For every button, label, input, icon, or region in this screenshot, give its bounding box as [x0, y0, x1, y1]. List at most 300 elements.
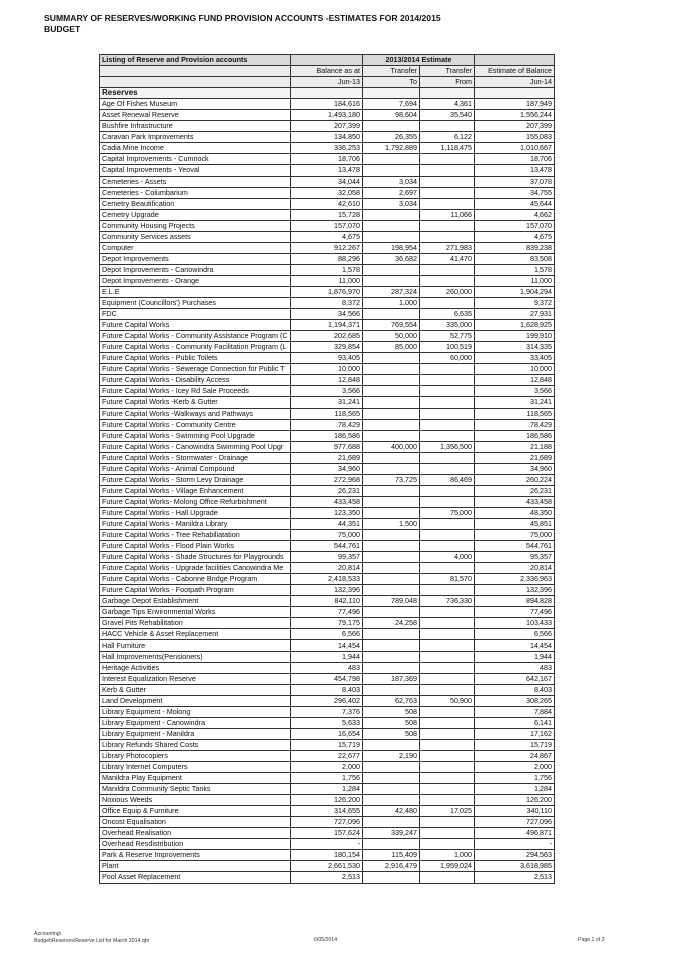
- estimate-cell: 207,399: [475, 121, 555, 132]
- transfer-to-cell: [363, 165, 420, 176]
- table-row: [100, 640, 555, 651]
- estimate-cell: 37,078: [475, 176, 555, 187]
- transfer-to-cell: [363, 463, 420, 474]
- transfer-to-cell: [363, 309, 420, 320]
- balance-cell: 314,655: [291, 806, 363, 817]
- balance-cell: 977,688: [291, 441, 363, 452]
- balance-cell: 11,000: [291, 275, 363, 286]
- header-row-1: [100, 55, 555, 66]
- balance-cell: 727,096: [291, 817, 363, 828]
- table-row: [100, 386, 555, 397]
- estimate-cell: 2,336,963: [475, 574, 555, 585]
- table-row: [100, 397, 555, 408]
- transfer-to-cell: [363, 762, 420, 773]
- transfer-to-cell: [363, 264, 420, 275]
- account-name: Future Capital Works - Footpath Program: [100, 585, 291, 596]
- transfer-to-cell: [363, 817, 420, 828]
- account-name: Oncost Equalisation: [100, 817, 291, 828]
- estimate-col-sub: Jun-14: [475, 77, 555, 88]
- table-row: [100, 408, 555, 419]
- transfer-to-cell: [363, 231, 420, 242]
- table-row: [100, 441, 555, 452]
- account-name: Park & Reserve Improvements: [100, 850, 291, 861]
- account-name: Library Equipment - Molong: [100, 706, 291, 717]
- table-row: [100, 286, 555, 297]
- transfer-from-cell: 11,066: [420, 209, 475, 220]
- balance-cell: 207,399: [291, 121, 363, 132]
- account-name: Future Capital Works - Upgrade facilities Canowindra Me: [100, 563, 291, 574]
- header-row-2: [100, 66, 555, 77]
- transfer-to-cell: [363, 154, 420, 165]
- footer-path: [34, 931, 149, 944]
- estimate-cell: 10,000: [475, 364, 555, 375]
- transfer-to-cell: 789,048: [363, 596, 420, 607]
- transfer-from-cell: 60,000: [420, 353, 475, 364]
- balance-cell: 118,565: [291, 408, 363, 419]
- transfer-from-cell: 35,540: [420, 110, 475, 121]
- transfer-to-cell: [363, 784, 420, 795]
- balance-cell: 18,706: [291, 154, 363, 165]
- transfer-from-cell: [420, 651, 475, 662]
- transfer-to-cell: 2,190: [363, 750, 420, 761]
- balance-cell: 12,848: [291, 375, 363, 386]
- account-name: Office Equip & Furniture: [100, 806, 291, 817]
- account-name: Future Capital Works - Manildra Library: [100, 518, 291, 529]
- account-name: HACC Vehicle & Asset Replacement: [100, 629, 291, 640]
- transfer-to-cell: [363, 209, 420, 220]
- account-name: Pool Asset Replacement: [100, 872, 291, 883]
- transfer-from-cell: [420, 430, 475, 441]
- estimate-cell: 340,110: [475, 806, 555, 817]
- estimate-cell: 483: [475, 662, 555, 673]
- account-name: Asset Renewal Reserve: [100, 110, 291, 121]
- balance-cell: 1,284: [291, 784, 363, 795]
- estimate-cell: 6,566: [475, 629, 555, 640]
- table-row: [100, 651, 555, 662]
- table-row: [100, 375, 555, 386]
- balance-cell: 329,854: [291, 342, 363, 353]
- footer-path-line-1: Accounting\: [34, 931, 62, 937]
- transfer-from-cell: [420, 784, 475, 795]
- transfer-to-cell: [363, 684, 420, 695]
- account-name: Future Capital Works - Sewerage Connection for Public T: [100, 364, 291, 375]
- estimate-cell: 839,238: [475, 242, 555, 253]
- estimate-cell: 11,000: [475, 275, 555, 286]
- balance-cell: 180,154: [291, 850, 363, 861]
- table-row: [100, 320, 555, 331]
- account-name: Cemeteries - Assets: [100, 176, 291, 187]
- document-title: [44, 13, 441, 35]
- balance-cell: 483: [291, 662, 363, 673]
- transfer-from-cell: [420, 121, 475, 132]
- transfer-from-cell: [420, 828, 475, 839]
- transfer-to-cell: 7,694: [363, 99, 420, 110]
- transfer-to-cell: [363, 397, 420, 408]
- estimate-cell: 155,083: [475, 132, 555, 143]
- transfer-from-cell: [420, 298, 475, 309]
- account-name: Gravel Pits Rehabilitation: [100, 618, 291, 629]
- estimate-cell: 260,224: [475, 474, 555, 485]
- transfer-to-cell: [363, 640, 420, 651]
- estimate-cell: 1,628,925: [475, 320, 555, 331]
- balance-cell: 44,351: [291, 518, 363, 529]
- transfer-from-cell: [420, 706, 475, 717]
- transfer-to-cell: 3,034: [363, 198, 420, 209]
- balance-cell: 20,814: [291, 563, 363, 574]
- estimate-cell: 1,284: [475, 784, 555, 795]
- estimate-cell: -: [475, 839, 555, 850]
- estimate-cell: 1,578: [475, 264, 555, 275]
- account-name: Land Development: [100, 695, 291, 706]
- balance-cell: 1,493,180: [291, 110, 363, 121]
- table-row: [100, 541, 555, 552]
- balance-cell: 7,376: [291, 706, 363, 717]
- transfer-from-cell: [420, 585, 475, 596]
- account-name: Community Services assets: [100, 231, 291, 242]
- transfer-from-cell: [420, 618, 475, 629]
- transfer-from-cell: [420, 629, 475, 640]
- transfer-to-cell: [363, 430, 420, 441]
- balance-cell: 134,850: [291, 132, 363, 143]
- balance-cell: 21,689: [291, 452, 363, 463]
- transfer-to-cell: [363, 530, 420, 541]
- account-name: Capital Improvements - Yeoval: [100, 165, 291, 176]
- account-name: Cadia Mine Income: [100, 143, 291, 154]
- estimate-cell: 48,350: [475, 507, 555, 518]
- account-name: Future Capital Works - Stormwater - Drainage: [100, 452, 291, 463]
- table-row: [100, 242, 555, 253]
- account-name: Future Capital Works- Molong Office Refurbishment: [100, 496, 291, 507]
- table-row: [100, 518, 555, 529]
- table-row: [100, 607, 555, 618]
- transfer-to-cell: 36,682: [363, 253, 420, 264]
- account-name: Library Equipment - Manildra: [100, 728, 291, 739]
- estimate-cell: 199,910: [475, 331, 555, 342]
- account-name: Manildra Community Septic Tanks: [100, 784, 291, 795]
- account-name: Future Capital Works - Swimming Pool Upgrade: [100, 430, 291, 441]
- transfer-from-cell: 1,118,475: [420, 143, 475, 154]
- table-row: [100, 706, 555, 717]
- estimate-cell: 496,871: [475, 828, 555, 839]
- estimate-cell: 126,200: [475, 795, 555, 806]
- transfer-to-cell: [363, 839, 420, 850]
- estimate-cell: 34,755: [475, 187, 555, 198]
- table-row: [100, 253, 555, 264]
- estimate-cell: 157,070: [475, 220, 555, 231]
- transfer-to-cell: [363, 275, 420, 286]
- table-row: [100, 762, 555, 773]
- transfer-to-cell: [363, 574, 420, 585]
- table-row: [100, 353, 555, 364]
- account-name: Future Capital Works - Cabonne Bridge Program: [100, 574, 291, 585]
- transfer-to-cell: 508: [363, 717, 420, 728]
- balance-cell: 336,253: [291, 143, 363, 154]
- transfer-from-cell: [420, 463, 475, 474]
- transfer-to-cell: [363, 773, 420, 784]
- table-row: [100, 552, 555, 563]
- transfer-to-cell: 769,554: [363, 320, 420, 331]
- table-row: [100, 298, 555, 309]
- account-name: Future Capital Works - Shade Structures for Playgrounds: [100, 552, 291, 563]
- account-name: Future Capital Works - Hall Upgrade: [100, 507, 291, 518]
- estimate-cell: 26,231: [475, 485, 555, 496]
- table-row: [100, 496, 555, 507]
- estimate-cell: 17,162: [475, 728, 555, 739]
- transfer-to-cell: [363, 408, 420, 419]
- account-name: Future Capital Works - Community Facilitation Program (L: [100, 342, 291, 353]
- title-line-1: SUMMARY OF RESERVES/WORKING FUND PROVISION ACCOUNTS -ESTIMATES FOR 2014/2015: [44, 13, 441, 23]
- balance-cell: 42,610: [291, 198, 363, 209]
- transfer-from-cell: [420, 728, 475, 739]
- transfer-from-cell: 335,000: [420, 320, 475, 331]
- balance-cell: 1,194,371: [291, 320, 363, 331]
- transfer-from-cell: [420, 839, 475, 850]
- table-row: [100, 662, 555, 673]
- balance-cell: 1,944: [291, 651, 363, 662]
- table-row: [100, 574, 555, 585]
- table-row: [100, 850, 555, 861]
- account-name: Interest Equalization Reserve: [100, 673, 291, 684]
- table-row: [100, 231, 555, 242]
- account-name: Library Equipment - Canowindra: [100, 717, 291, 728]
- estimate-cell: 21,188: [475, 441, 555, 452]
- estimate-cell: 2,513: [475, 872, 555, 883]
- account-name: Equipment (Councillors') Purchases: [100, 298, 291, 309]
- balance-cell: 2,418,533: [291, 574, 363, 585]
- table-row: [100, 861, 555, 872]
- table-row: [100, 364, 555, 375]
- transfer-to-cell: 98,604: [363, 110, 420, 121]
- transfer-from-cell: 1,959,024: [420, 861, 475, 872]
- estimate-cell: 1,756: [475, 773, 555, 784]
- account-name: Future Capital Works - Village Enhancement: [100, 485, 291, 496]
- transfer-from-cell: [420, 220, 475, 231]
- transfer-from-cell: [420, 375, 475, 386]
- table-row: [100, 673, 555, 684]
- balance-cell: 79,175: [291, 618, 363, 629]
- transfer-to-cell: 3,034: [363, 176, 420, 187]
- table-row: [100, 872, 555, 883]
- balance-col-header: Balance as at: [291, 66, 363, 77]
- table-row: [100, 773, 555, 784]
- account-name: Hall Improvements(Pensioners): [100, 651, 291, 662]
- account-name: Future Capital Works - Flood Plain Works: [100, 541, 291, 552]
- table-row: [100, 264, 555, 275]
- table-row: [100, 275, 555, 286]
- table-row: [100, 806, 555, 817]
- transfer-to-cell: [363, 121, 420, 132]
- transfer-from-cell: [420, 739, 475, 750]
- transfer-to-cell: [363, 452, 420, 463]
- account-name: Future Capital Works: [100, 320, 291, 331]
- transfer-from-cell: [420, 397, 475, 408]
- balance-cell: -: [291, 839, 363, 850]
- table-row: [100, 132, 555, 143]
- balance-cell: 15,719: [291, 739, 363, 750]
- balance-cell: 1,578: [291, 264, 363, 275]
- table-row: [100, 828, 555, 839]
- transfer-to-cell: 339,247: [363, 828, 420, 839]
- transfer-from-cell: [420, 198, 475, 209]
- estimate-cell: 9,372: [475, 298, 555, 309]
- transfer-from-cell: [420, 673, 475, 684]
- estimate-cell: 7,884: [475, 706, 555, 717]
- account-name: Future Capital Works - Community Centre: [100, 419, 291, 430]
- transfer-from-cell: [420, 275, 475, 286]
- account-name: Noxious Weeds: [100, 795, 291, 806]
- balance-cell: 132,396: [291, 585, 363, 596]
- estimate-header: 2013/2014 Estimate: [363, 55, 475, 66]
- estimate-col-header: Estimate of Balance: [475, 66, 555, 77]
- transfer-to-cell: [363, 386, 420, 397]
- balance-cell: 123,350: [291, 507, 363, 518]
- transfer-to-cell: [363, 607, 420, 618]
- estimate-cell: 1,010,667: [475, 143, 555, 154]
- balance-cell: 26,231: [291, 485, 363, 496]
- account-name: Capital Improvements - Cumnock: [100, 154, 291, 165]
- transfer-from-cell: [420, 530, 475, 541]
- balance-cell: 22,677: [291, 750, 363, 761]
- account-name: FDC: [100, 309, 291, 320]
- transfer-from-cell: [420, 419, 475, 430]
- account-name: Future Capital Works - Community Assistance Program (C: [100, 331, 291, 342]
- transfer-from-cell: 4,000: [420, 552, 475, 563]
- table-row: [100, 750, 555, 761]
- balance-cell: 296,402: [291, 695, 363, 706]
- transfer-from-cell: 6,635: [420, 309, 475, 320]
- transfer-from-cell: 6,122: [420, 132, 475, 143]
- estimate-cell: 433,458: [475, 496, 555, 507]
- transfer-from-cell: [420, 662, 475, 673]
- account-name: Future Capital Works - Icey Rd Sale Proceeds: [100, 386, 291, 397]
- balance-col-sub: Jun-13: [291, 77, 363, 88]
- transfer-from-cell: [420, 154, 475, 165]
- table-row: [100, 176, 555, 187]
- transfer-to-cell: [363, 662, 420, 673]
- transfer-to-cell: 287,324: [363, 286, 420, 297]
- transfer-from-cell: 17,025: [420, 806, 475, 817]
- balance-cell: 2,000: [291, 762, 363, 773]
- estimate-cell: 132,396: [475, 585, 555, 596]
- transfer-from-cell: 75,000: [420, 507, 475, 518]
- table-row: [100, 99, 555, 110]
- estimate-cell: 642,167: [475, 673, 555, 684]
- balance-cell: 8,372: [291, 298, 363, 309]
- account-name: Future Capital Works - Disability Access: [100, 375, 291, 386]
- transfer-from-cell: [420, 165, 475, 176]
- balance-cell: 16,654: [291, 728, 363, 739]
- estimate-cell: 95,357: [475, 552, 555, 563]
- estimate-cell: 31,241: [475, 397, 555, 408]
- transfer-from-cell: 4,361: [420, 99, 475, 110]
- section-title: Reserves: [100, 88, 291, 99]
- transfer-to-col-sub: To: [363, 77, 420, 88]
- table-row: [100, 530, 555, 541]
- table-row: [100, 220, 555, 231]
- transfer-to-cell: [363, 651, 420, 662]
- balance-cell: 15,728: [291, 209, 363, 220]
- footer-page: Page 1 of 3: [578, 937, 605, 943]
- transfer-from-cell: [420, 817, 475, 828]
- account-name: Overhead Realisation: [100, 828, 291, 839]
- table-row: [100, 143, 555, 154]
- balance-cell: 13,478: [291, 165, 363, 176]
- account-name: Age Of Fishes Museum: [100, 99, 291, 110]
- table-row: [100, 728, 555, 739]
- balance-cell: 126,200: [291, 795, 363, 806]
- balance-cell: 1,756: [291, 773, 363, 784]
- transfer-from-cell: 52,775: [420, 331, 475, 342]
- transfer-to-cell: [363, 220, 420, 231]
- transfer-to-cell: [363, 507, 420, 518]
- estimate-cell: 45,851: [475, 518, 555, 529]
- table-row: [100, 474, 555, 485]
- transfer-to-cell: 508: [363, 728, 420, 739]
- estimate-cell: 20,814: [475, 563, 555, 574]
- transfer-from-col-sub: From: [420, 77, 475, 88]
- header-row-3: [100, 77, 555, 88]
- estimate-cell: 27,931: [475, 309, 555, 320]
- balance-cell: 2,513: [291, 872, 363, 883]
- transfer-from-cell: 1,356,500: [420, 441, 475, 452]
- table-row: [100, 309, 555, 320]
- transfer-from-col-header: Transfer: [420, 66, 475, 77]
- transfer-to-cell: [363, 629, 420, 640]
- estimate-cell: 294,563: [475, 850, 555, 861]
- table-row: [100, 684, 555, 695]
- account-name: Garbage Depot Establishment: [100, 596, 291, 607]
- transfer-to-cell: [363, 552, 420, 563]
- table-row: [100, 154, 555, 165]
- table-row: [100, 596, 555, 607]
- transfer-from-cell: [420, 541, 475, 552]
- transfer-to-cell: 1,792,889: [363, 143, 420, 154]
- transfer-from-cell: [420, 795, 475, 806]
- transfer-from-cell: [420, 607, 475, 618]
- transfer-to-cell: 50,000: [363, 331, 420, 342]
- table-row: [100, 419, 555, 430]
- estimate-cell: 544,761: [475, 541, 555, 552]
- transfer-to-cell: 1,000: [363, 298, 420, 309]
- transfer-to-cell: [363, 364, 420, 375]
- account-name: Garbage Tips Environmental Works: [100, 607, 291, 618]
- table-row: [100, 430, 555, 441]
- transfer-from-cell: 260,000: [420, 286, 475, 297]
- transfer-to-cell: 24,258: [363, 618, 420, 629]
- transfer-from-cell: 41,470: [420, 253, 475, 264]
- transfer-from-cell: 50,900: [420, 695, 475, 706]
- estimate-cell: 78,429: [475, 419, 555, 430]
- transfer-to-cell: [363, 541, 420, 552]
- transfer-to-cell: 400,000: [363, 441, 420, 452]
- balance-cell: 5,633: [291, 717, 363, 728]
- transfer-from-cell: [420, 496, 475, 507]
- transfer-to-cell: 115,409: [363, 850, 420, 861]
- table-row: [100, 463, 555, 474]
- estimate-cell: 4,675: [475, 231, 555, 242]
- table-row: [100, 165, 555, 176]
- balance-cell: 99,357: [291, 552, 363, 563]
- transfer-from-cell: 271,983: [420, 242, 475, 253]
- balance-cell: 8,403: [291, 684, 363, 695]
- balance-cell: 157,070: [291, 220, 363, 231]
- table-row: [100, 485, 555, 496]
- estimate-cell: 3,566: [475, 386, 555, 397]
- account-name: E.L.E: [100, 286, 291, 297]
- transfer-from-cell: [420, 231, 475, 242]
- section-row: [100, 88, 555, 99]
- transfer-from-cell: [420, 264, 475, 275]
